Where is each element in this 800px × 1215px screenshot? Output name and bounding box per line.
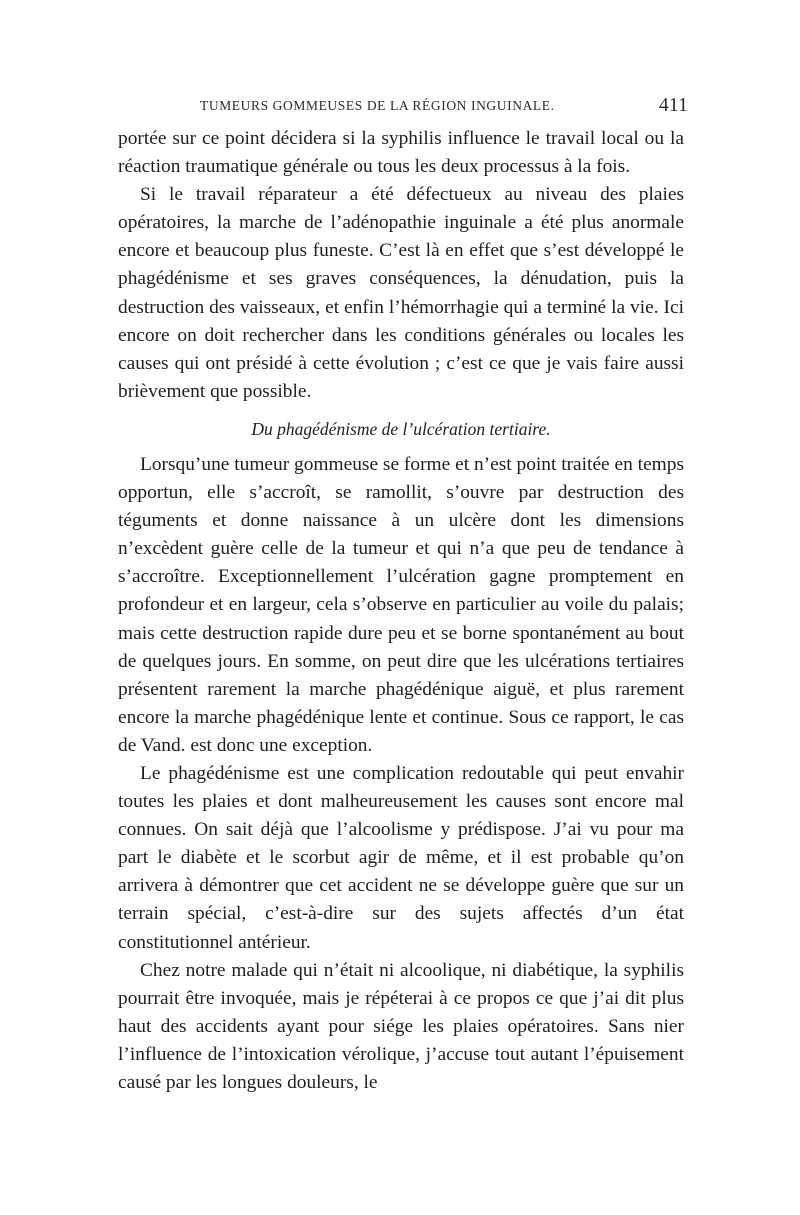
paragraph-travail-reparateur: Si le travail réparateur a été défectueux au niveau des plaies opératoires, la marche de l’adénopathie inguinale a été plus anormale encore et beaucoup plus funeste. C’est là en effet que s’est développé le phagédénisme et ses graves conséquences, la dénudation, puis la destruction des vaisseaux, et enfin l’hémorrhagie qui a terminé la vie. Ici encore on doit rechercher dans les conditions générales ou locales les causes qui ont présidé à cette évolution ; c’est ce que je vais faire aussi brièvement que possible.: [118, 184, 684, 402]
paragraph-tumeur-gommeuse: Lorsqu’une tumeur gommeuse se forme et n’est point traitée en temps opportun, elle s’accroît, se ramollit, s’ouvre par destruction des téguments et donne naissance à un ulcère dont les dimensions n’excèdent guère celle de la tumeur et qui n’a que peu de tendance à s’accroître. Exceptionnellement l’ulcération gagne promptement en profondeur et en largeur, cela s’observe en particulier au voile du palais; mais cette destruction rapide dure peu et se borne spontanément au bout de quelques jours. En somme, on peut dire que les ulcérations tertiaires présentent rarement la marche phagédénique aiguë, et plus rarement encore la marche phagédénique lente et continue. Sous ce rapport, le cas de Vand. est donc une exception.: [118, 453, 684, 756]
page-number: 411: [658, 94, 688, 116]
paragraph-notre-malade: Chez notre malade qui n’était ni alcoolique, ni diabétique, la syphilis pourrait être invoquée, mais je répéterai à ce propos ce que j’ai dit plus haut des accidents ayant pour siége les plaies opératoires. Sans nier l’influence de l’intoxication vérolique, j’accuse tout autant l’épuisement causé par les longues douleurs, le: [118, 959, 684, 1093]
paragraph-continued: portée sur ce point décidera si la syphilis influence le travail local ou la réaction traumatique générale ou tous les deux processus à la fois.: [118, 128, 684, 178]
running-head: [118, 94, 688, 120]
running-title: TUMEURS GOMMEUSES DE LA RÉGION INGUINALE.: [200, 98, 555, 113]
section-heading: Du phagédénisme de l’ulcération tertiaire.: [251, 418, 551, 439]
body-text: [118, 125, 684, 1097]
paragraph-phagedenisme: Le phagédénisme est une complication redoutable qui peut envahir toutes les plaies et dont malheureusement les causes sont encore mal connues. On sait déjà que l’alcoolisme y prédispose. J’ai vu pour ma part le diabète et le scorbut agir de même, et il est probable qu’on arrivera à démontrer que cet accident ne se développe guère que sur un terrain spécial, c’est-à-dire sur des sujets affectés d’un état constitutionnel antérieur.: [118, 762, 684, 953]
